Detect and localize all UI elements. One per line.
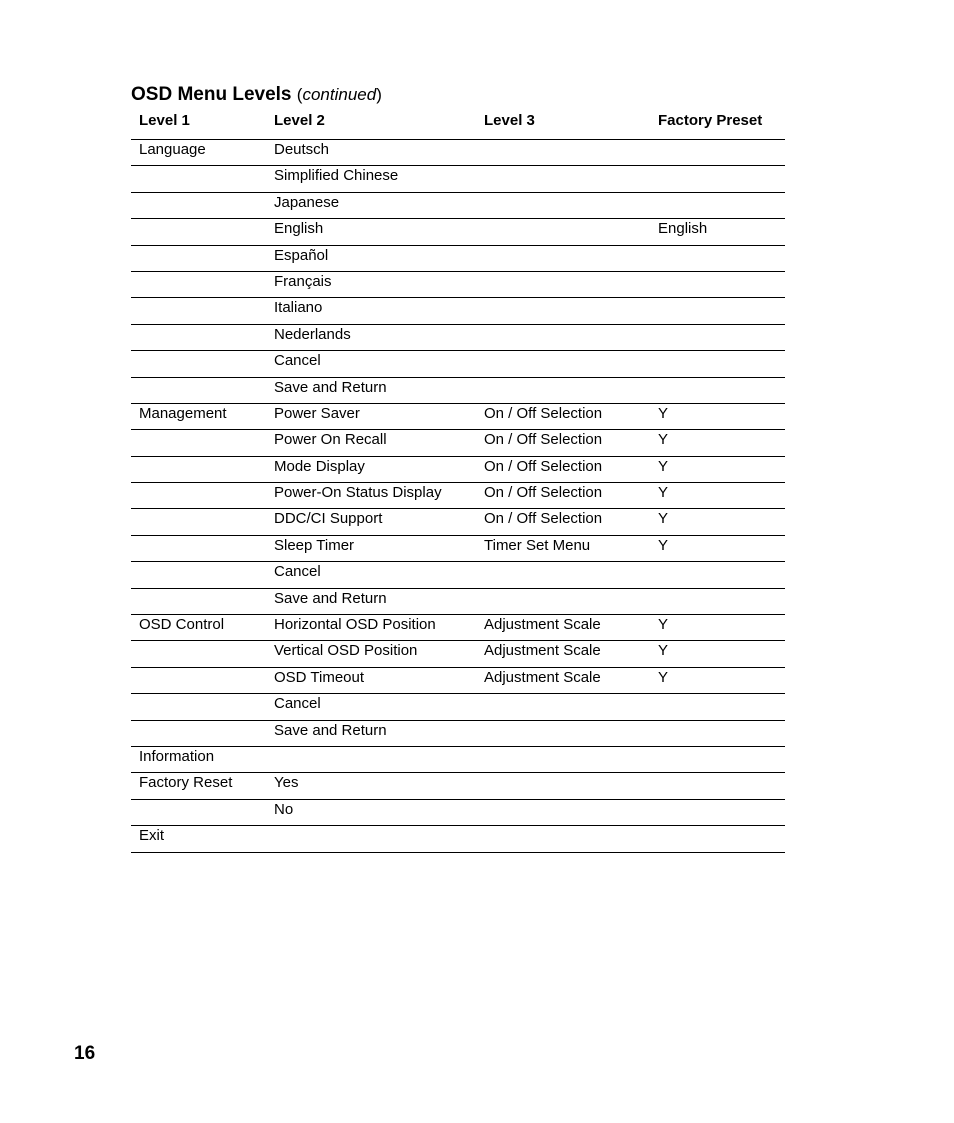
cell-level-2: Sleep Timer	[274, 536, 355, 554]
cell-level-2: Horizontal OSD Position	[274, 616, 436, 634]
table-row	[131, 140, 785, 166]
table-row	[131, 246, 785, 272]
cell-level-2: Cancel	[274, 695, 321, 713]
cell-level-2: DDC/CI Support	[274, 510, 383, 528]
cell-level-1: Factory Reset	[139, 774, 233, 792]
cell-level-2: Power-On Status Display	[274, 484, 442, 502]
cell-level-2: Mode Display	[274, 457, 365, 475]
cell-factory-preset: Y	[658, 510, 669, 528]
cell-level-2: Vertical OSD Position	[274, 642, 418, 660]
cell-level-2: Save and Return	[274, 721, 387, 739]
cell-level-2: Cancel	[274, 563, 321, 581]
table-row	[131, 404, 785, 430]
cell-level-2: No	[274, 800, 294, 818]
cell-level-3: On / Off Selection	[484, 431, 603, 449]
page-number: 16	[74, 1043, 96, 1064]
table-header-row	[131, 109, 785, 140]
table-row	[131, 747, 785, 773]
table-row	[131, 615, 785, 641]
cell-factory-preset: Y	[658, 536, 669, 554]
table-row	[131, 800, 785, 826]
table-row	[131, 457, 785, 483]
cell-level-2: OSD Timeout	[274, 668, 365, 686]
table-row	[131, 219, 785, 245]
cell-level-3: Timer Set Menu	[484, 536, 591, 554]
table-row	[131, 694, 785, 720]
cell-factory-preset: Y	[658, 642, 669, 660]
table-row	[131, 430, 785, 456]
table-row	[131, 826, 785, 852]
header-level-1: Level 1	[139, 112, 190, 129]
cell-level-2: English	[274, 220, 324, 238]
table-row	[131, 483, 785, 509]
table-row	[131, 721, 785, 747]
cell-level-2: Deutsch	[274, 141, 330, 158]
title-continued: continued	[302, 85, 377, 104]
cell-level-2: Simplified Chinese	[274, 167, 399, 185]
header-level-3: Level 3	[484, 112, 535, 129]
title-open-paren: (	[296, 85, 303, 104]
cell-level-2: Cancel	[274, 352, 321, 370]
table-row	[131, 378, 785, 404]
cell-level-1: Exit	[139, 827, 165, 845]
header-factory-preset: Factory Preset	[658, 112, 763, 129]
cell-level-2: Power Saver	[274, 404, 360, 422]
cell-factory-preset: Y	[658, 404, 669, 422]
cell-factory-preset: Y	[658, 457, 669, 475]
cell-level-2: Español	[274, 246, 329, 264]
cell-level-3: Adjustment Scale	[484, 668, 601, 686]
cell-level-2: Power On Recall	[274, 431, 387, 449]
cell-level-3: On / Off Selection	[484, 510, 603, 528]
cell-level-2: Save and Return	[274, 378, 387, 396]
header-level-2: Level 2	[274, 112, 325, 129]
cell-factory-preset: Y	[658, 668, 669, 686]
cell-factory-preset: Y	[658, 431, 669, 449]
table-row	[131, 562, 785, 588]
table-row	[131, 668, 785, 694]
osd-menu-table	[131, 109, 785, 853]
cell-level-3: On / Off Selection	[484, 457, 603, 475]
table-row	[131, 298, 785, 324]
table-row	[131, 641, 785, 667]
cell-level-1: Management	[139, 404, 227, 422]
cell-level-2: Save and Return	[274, 589, 387, 607]
table-row	[131, 325, 785, 351]
cell-factory-preset: Y	[658, 484, 669, 502]
table-row	[131, 193, 785, 219]
cell-level-3: Adjustment Scale	[484, 616, 601, 634]
cell-factory-preset: Y	[658, 616, 669, 634]
table-row	[131, 536, 785, 562]
table-body	[131, 140, 785, 853]
cell-level-3: On / Off Selection	[484, 484, 603, 502]
cell-level-2: Français	[274, 272, 332, 290]
table-row	[131, 509, 785, 535]
cell-level-2: Nederlands	[274, 325, 351, 343]
cell-level-2: Japanese	[274, 193, 340, 211]
table-row	[131, 351, 785, 377]
table-row	[131, 773, 785, 799]
title-close-paren: )	[376, 85, 382, 104]
table-row	[131, 166, 785, 192]
cell-level-3: Adjustment Scale	[484, 642, 601, 660]
cell-level-3: On / Off Selection	[484, 404, 603, 422]
cell-level-2: Yes	[274, 774, 299, 792]
cell-level-1: Language	[139, 141, 206, 158]
cell-level-1: Information	[139, 747, 215, 765]
table-row	[131, 589, 785, 615]
section-title-text: OSD Menu Levels	[131, 84, 292, 105]
cell-level-1: OSD Control	[139, 616, 225, 634]
cell-factory-preset: English	[658, 220, 708, 238]
section-title	[131, 82, 382, 108]
table-row	[131, 272, 785, 298]
cell-level-2: Italiano	[274, 299, 323, 317]
